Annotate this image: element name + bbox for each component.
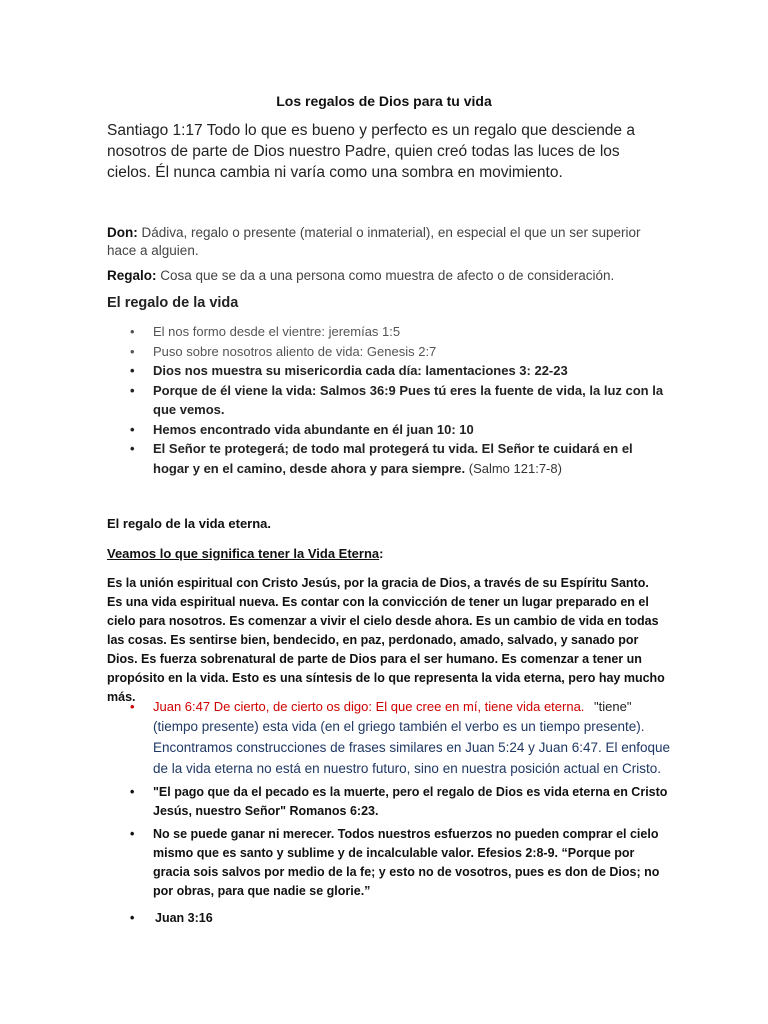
list-item: • El Señor te protegerá; de todo mal protegerá tu vida. El Señor te cuidará en el hogar y en el camino, desde ahora y para siempre. (Salmo 121:7-8)	[107, 439, 667, 478]
list-item	[107, 697, 672, 779]
definition-don	[107, 224, 672, 260]
list-item: • El nos formo desde el vientre: jeremías 1:5	[107, 322, 667, 342]
list-item: • Dios nos muestra su misericordia cada día: lamentaciones 3: 22-23	[107, 361, 667, 381]
list-item: • Porque de él viene la vida: Salmos 36:9 Pues tú eres la fuente de vida, la luz con la que vemos.	[107, 381, 667, 420]
definition-regalo	[107, 267, 672, 285]
list-item: • Puso sobre nosotros aliento de vida: Genesis 2:7	[107, 342, 667, 362]
definition-term: Don:	[107, 225, 138, 240]
definition-text: Dádiva, regalo o presente (material o inmaterial), en especial el que un ser superior hace a alguien.	[107, 225, 641, 258]
tiene-quote: "tiene"	[594, 699, 632, 714]
section1-heading: El regalo de la vida	[107, 295, 239, 311]
juan-commentary: (tiempo presente) esta vida (en el griego también el verbo es un tiempo presente). Encontramos construcciones de frases similares en Juan 5:24 y Juan 6:47. El enfoque de la vida eterna no está en nuestro futuro, sino en nuestra posición actual en Cristo.	[153, 719, 671, 776]
definition-text: Cosa que se da a una persona como muestra de afecto o de consideración.	[156, 268, 615, 283]
subheading-colon: :	[379, 546, 384, 561]
section2-paragraph: Es la unión espiritual con Cristo Jesús, por la gracia de Dios, a través de su Espíritu Santo. Es una vida espiritual nueva. Es contar con la convicción de tener un lugar preparado en el cielo para nosotros. Es comenzar a vivir el cielo desde ahora. Es un cambio de vida en todas las cosas. Es sentirse bien, bendecido, en paz, perdonado, amado, salvado, y sanado por Dios. Es fuerza sobrenatural de parte de Dios para el ser humano. Es comenzar a tener un propósito en la vida. Esto es una síntesis de lo que representa la vida eterna, pero hay mucho más.	[107, 576, 665, 704]
list-item: • Juan 3:16	[107, 909, 672, 928]
section2-subheading	[107, 546, 383, 561]
section2-heading: El regalo de la vida eterna.	[107, 516, 272, 531]
definition-term: Regalo:	[107, 268, 157, 283]
list-item: • Hemos encontrado vida abundante en él juan 10: 10	[107, 420, 667, 440]
document-title: Los regalos de Dios para tu vida	[276, 93, 492, 109]
intro-paragraph: Santiago 1:17 Todo lo que es bueno y perfecto es un regalo que desciende a nosotros de parte de Dios nuestro Padre, quien creó todas las luces de los cielos. Él nunca cambia ni varía como una sombra en movimiento.	[107, 122, 635, 181]
list-item: • No se puede ganar ni merecer. Todos nuestros esfuerzos no pueden comprar el cielo mismo que es santo y sublime y de incalculable valor. Efesios 2:8-9. “Porque por gracia sois salvos por medio de la fe; y esto no de vosotros, pues es don de Dios; no por obras, para que nadie se glorie.”	[107, 825, 672, 901]
list-item: • "El pago que da el pecado es la muerte, pero el regalo de Dios es vida eterna en Cristo Jesús, nuestro Señor" Romanos 6:23.	[107, 783, 672, 821]
subheading-text: Veamos lo que significa tener la Vida Eterna	[107, 546, 380, 561]
section1-list	[107, 322, 667, 478]
section2-list	[107, 697, 672, 928]
juan-647-quote: Juan 6:47 De cierto, de cierto os digo: El que cree en mí, tiene vida eterna.	[153, 699, 585, 714]
